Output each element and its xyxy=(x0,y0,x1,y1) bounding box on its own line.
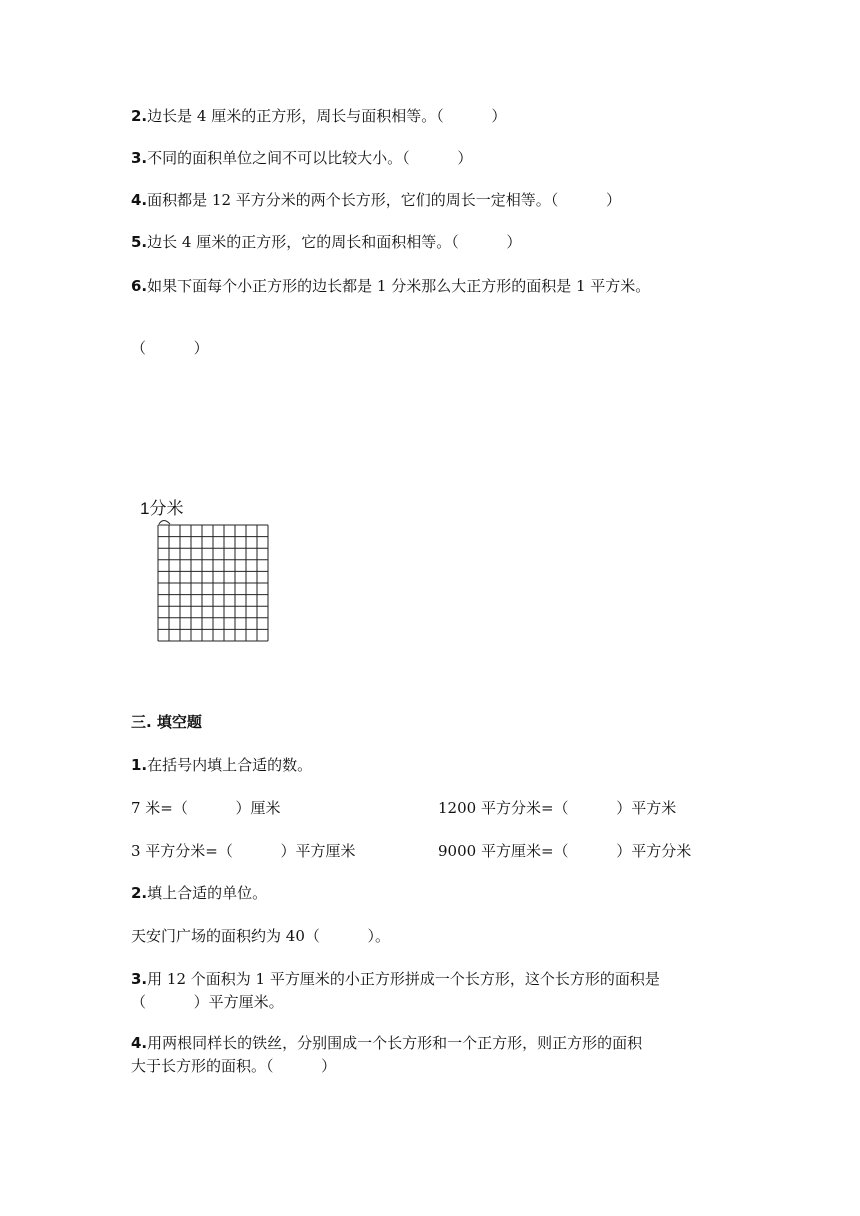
question-text: 用两根同样长的铁丝，分别围成一个长方形和一个正方形，则正方形的面积 xyxy=(147,1034,643,1052)
question-number: 4. xyxy=(131,191,148,209)
judge-question-4 xyxy=(131,190,621,210)
question-text: 填上合适的单位。 xyxy=(147,884,268,902)
question-number: 5. xyxy=(131,233,148,251)
fill-question-2 xyxy=(131,883,267,903)
judge-question-5 xyxy=(131,232,521,252)
question-text: 不同的面积单位之间不可以比较大小。（ ） xyxy=(147,149,473,167)
question-text: 边长 4 厘米的正方形，它的周长和面积相等。（ ） xyxy=(147,233,522,251)
fill-question-2-sub: 天安门广场的面积约为 40（ ）。 xyxy=(131,927,391,945)
section-title: 三. 填空题 xyxy=(131,713,202,731)
question-text: 用 12 个面积为 1 平方厘米的小正方形拼成一个长方形，这个长方形的面积是 xyxy=(147,970,660,988)
question-text: 在括号内填上合适的数。 xyxy=(147,756,313,774)
fill-question-4-cont: 大于长方形的面积。（ ） xyxy=(131,1057,337,1075)
fill-question-1 xyxy=(131,755,312,775)
question-number: 2. xyxy=(131,107,148,125)
question-number: 2. xyxy=(131,884,148,902)
judge-question-6 xyxy=(131,276,650,296)
answer-parentheses: （ ） xyxy=(131,339,209,357)
question-number: 6. xyxy=(131,277,148,295)
question-text: 边长是 4 厘米的正方形，周长与面积相等。（ ） xyxy=(147,107,507,125)
fill-item: 9000 平方厘米=（ ）平方分米 xyxy=(438,842,692,860)
question-text: 面积都是 12 平方分米的两个长方形，它们的周长一定相等。（ ） xyxy=(147,191,621,209)
dimension-marker xyxy=(159,521,170,525)
judge-question-2 xyxy=(131,106,506,126)
question-number: 1. xyxy=(131,756,148,774)
fill-question-3 xyxy=(131,969,660,989)
question-text: 如果下面每个小正方形的边长都是 1 分米那么大正方形的面积是 1 平方米。 xyxy=(147,277,651,295)
grid-figure xyxy=(138,498,278,648)
fill-question-4 xyxy=(131,1033,642,1053)
fill-item: 3 平方分米=（ ）平方厘米 xyxy=(131,842,356,860)
figure-label: 1分米 xyxy=(140,499,184,518)
grid xyxy=(158,521,268,642)
question-number: 3. xyxy=(131,149,148,167)
fill-item: 1200 平方分米=（ ）平方米 xyxy=(438,799,677,817)
question-number: 3. xyxy=(131,970,148,988)
fill-question-3-cont: （ ）平方厘米。 xyxy=(131,993,284,1011)
question-number: 4. xyxy=(131,1034,148,1052)
fill-item: 7 米=（ ）厘米 xyxy=(131,799,281,817)
judge-question-3 xyxy=(131,148,472,168)
